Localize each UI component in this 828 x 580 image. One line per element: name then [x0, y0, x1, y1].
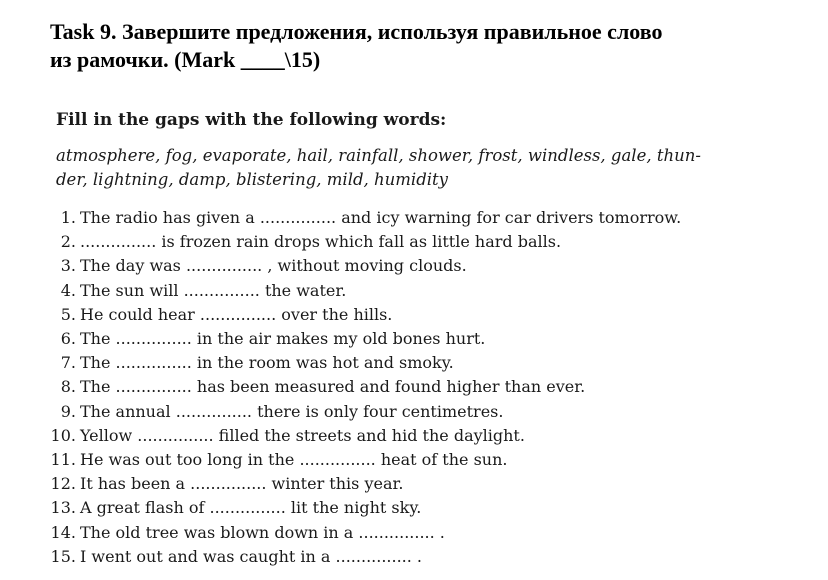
task-title-line-1: Task 9. Завершите предложения, используя правильное слово: [50, 19, 663, 44]
item-text: A great flash of ............... lit the night sky.: [80, 498, 422, 518]
word-box-line-1: atmosphere, fog, evaporate, hail, rainfall, shower, frost, windless, gale, thun-: [56, 146, 701, 165]
item-text: The ............... in the room was hot and smoky.: [80, 353, 454, 373]
item-number: 11.: [50, 450, 76, 470]
exercise-item: [40, 545, 681, 569]
exercise-item: [40, 521, 681, 545]
word-box-line-2: der, lightning, damp, blistering, mild, humidity: [56, 170, 448, 189]
item-number: 15.: [50, 546, 76, 566]
item-text: The old tree was blown down in a ............... .: [80, 522, 445, 542]
exercise-item: [40, 254, 681, 278]
item-text: ............... is frozen rain drops which fall as little hard balls.: [80, 232, 562, 252]
exercise-item: [40, 327, 681, 351]
exercise-item: [40, 279, 681, 303]
item-text: I went out and was caught in a ............... .: [80, 546, 423, 566]
item-number: 8.: [60, 377, 76, 397]
item-number: 5.: [60, 304, 76, 324]
item-number: 12.: [50, 474, 76, 494]
task-header: [50, 18, 790, 74]
exercise-item: [40, 230, 681, 254]
item-number: 7.: [60, 353, 76, 373]
exercise-item: [40, 496, 681, 520]
exercise-item: [40, 424, 681, 448]
item-text: The ............... in the air makes my old bones hurt.: [80, 329, 486, 349]
item-number: 6.: [60, 329, 76, 349]
item-number: 2.: [60, 232, 76, 252]
exercise-item: [40, 375, 681, 399]
worksheet: [50, 108, 816, 566]
item-text: He could hear ............... over the hills.: [80, 304, 393, 324]
item-number: 14.: [50, 522, 76, 542]
item-text: The annual ............... there is only four centimetres.: [80, 401, 504, 421]
exercise-list: [40, 206, 681, 569]
task-title-line-2: из рамочки. (Mark ____\15): [50, 47, 321, 72]
item-number: 13.: [50, 498, 76, 518]
exercise-item: [40, 351, 681, 375]
item-text: The radio has given a ............... and icy warning for car drivers tomorrow.: [80, 208, 682, 227]
exercise-item: [40, 472, 681, 496]
item-text: The ............... has been measured and found higher than ever.: [80, 377, 586, 397]
item-text: He was out too long in the ............... heat of the sun.: [80, 450, 508, 470]
item-number: 3.: [60, 256, 76, 276]
word-box: [56, 144, 816, 192]
item-number: 4.: [60, 280, 76, 300]
item-text: Yellow ............... filled the streets and hid the daylight.: [80, 425, 525, 445]
worksheet-instruction: Fill in the gaps with the following words:: [56, 110, 447, 130]
item-number: 9.: [60, 401, 76, 421]
item-text: The sun will ............... the water.: [80, 280, 347, 300]
exercise-item: [40, 448, 681, 472]
exercise-item: [40, 206, 681, 230]
item-number: 1.: [60, 208, 76, 227]
exercise-item: [40, 303, 681, 327]
item-number: 10.: [50, 425, 76, 445]
item-text: It has been a ............... winter this year.: [80, 474, 404, 494]
item-text: The day was ............... , without moving clouds.: [80, 256, 467, 276]
exercise-item: [40, 400, 681, 424]
